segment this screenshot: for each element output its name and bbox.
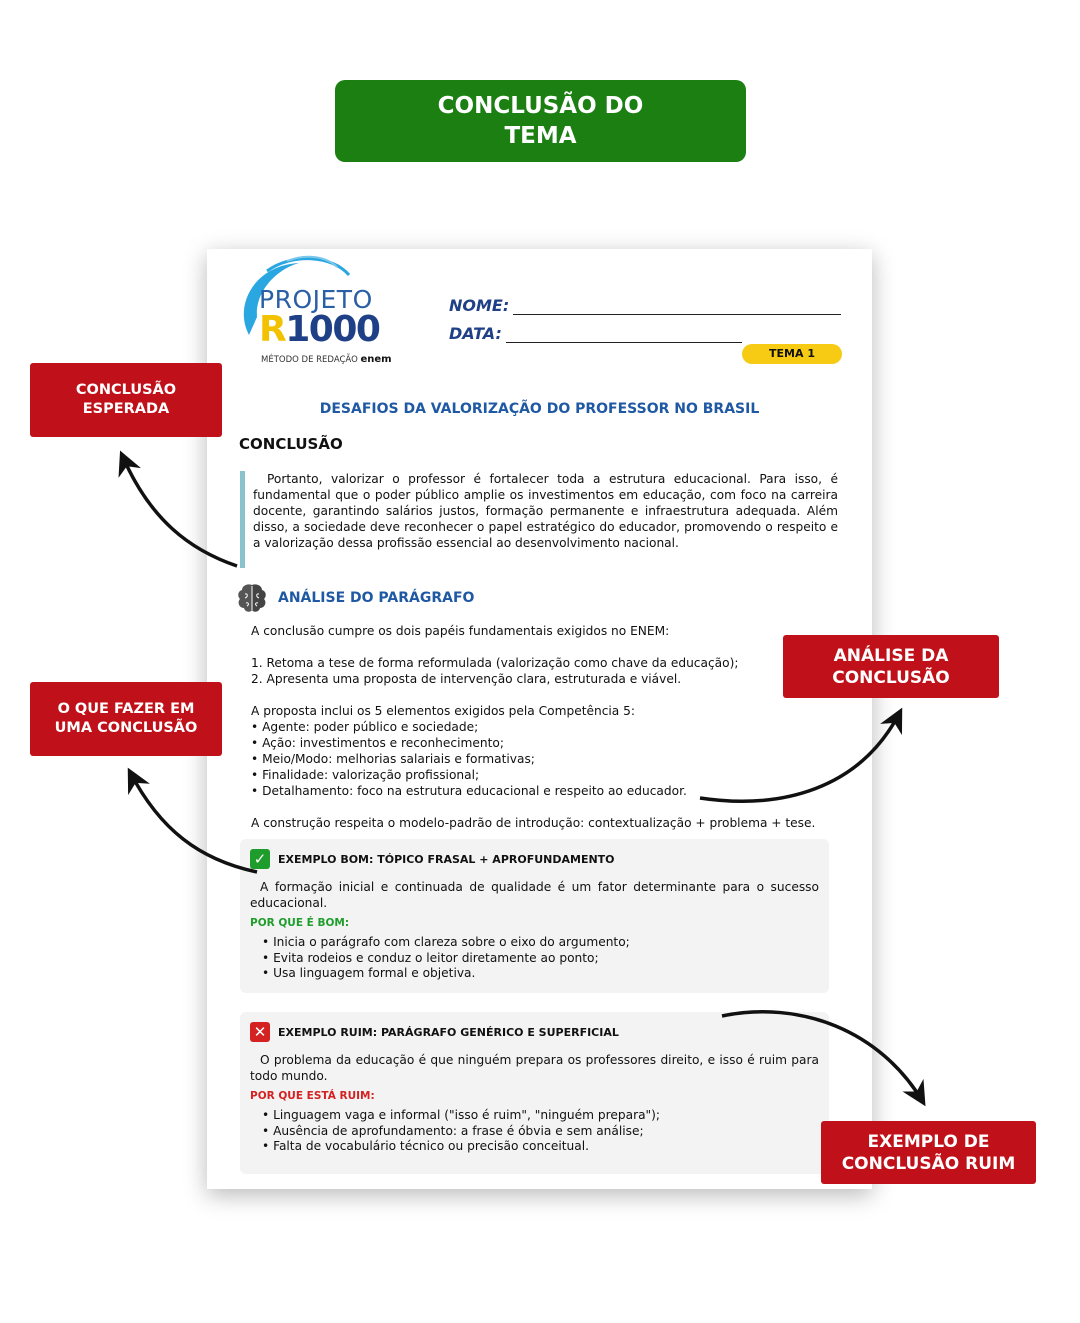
good-example-why: POR QUE É BOM:: [250, 917, 350, 929]
callout-line: ESPERADA: [82, 401, 170, 417]
callout-line: ANÁLISE DA: [833, 645, 949, 666]
list-item: • Usa linguagem formal e objetiva.: [262, 966, 476, 980]
logo-metodo-text: MÉTODO DE REDAÇÃO: [261, 355, 358, 365]
bad-example-title: EXEMPLO RUIM: PARÁGRAFO GENÉRICO E SUPERFICIAL: [278, 1025, 619, 1039]
elements-intro: A proposta inclui os 5 elementos exigidos pela Competência 5:: [251, 704, 635, 718]
cross-icon: ✕: [250, 1022, 270, 1042]
logo-enem-text: enem: [360, 354, 392, 365]
tema-badge: TEMA 1: [742, 344, 842, 364]
logo-projeto-text: PROJETO: [259, 285, 373, 314]
analysis-intro: A conclusão cumpre os dois papéis fundamentais exigidos no ENEM:: [251, 624, 670, 638]
list-item: • Ausência de aprofundamento: a frase é óbvia e sem análise;: [262, 1123, 644, 1138]
good-reasons-list: [250, 935, 819, 982]
good-example-box: [240, 839, 829, 993]
student-fields: [449, 287, 841, 343]
element-item: • Detalhamento: foco na estrutura educacional e respeito ao educador.: [251, 784, 687, 798]
callout-conclusao-esperada: [30, 363, 222, 437]
projeto-r1000-logo: [237, 255, 412, 365]
list-item: • Linguagem vaga e informal ("isso é ruim", "ninguém prepara");: [262, 1108, 661, 1122]
list-item: • Evita rodeios e conduz o leitor diretamente ao ponto;: [262, 950, 599, 965]
conclusion-text: Portanto, valorizar o professor é fortalecer toda a estrutura educacional. Para isso, é fundamental que o poder público amplie os investimentos em educação, com foco na carreira docente, garantindo salários justos, formação permanente e infraestrutura adequada. Além disso, a sociedade deve reconhecer o papel estratégico do educador, promovendo o respeito e a valorização dessa profissão essencial ao desenvolvimento nacional.: [253, 472, 838, 550]
callout-line: CONCLUSÃO RUIM: [841, 1153, 1016, 1174]
conclusion-paragraph: [240, 471, 838, 568]
data-label: DATA:: [449, 324, 502, 343]
worksheet-page: [207, 249, 872, 1189]
logo-r1000-text: [259, 309, 379, 350]
callout-analise: [783, 635, 999, 698]
data-line[interactable]: [506, 325, 742, 343]
nome-label: NOME:: [449, 296, 510, 315]
brain-icon: [235, 581, 269, 615]
callout-exemplo-ruim: [821, 1121, 1036, 1184]
good-example-title: EXEMPLO BOM: TÓPICO FRASAL + APROFUNDAMENTO: [278, 852, 615, 866]
bad-example-text: O problema da educação é que ninguém prepara os professores direito, e isso é ruim para todo mundo.: [250, 1053, 819, 1083]
element-item: • Agente: poder público e sociedade;: [251, 720, 479, 734]
callout-o-que-fazer: [30, 682, 222, 756]
callout-line: CONCLUSÃO: [75, 382, 177, 398]
bad-example-why: POR QUE ESTÁ RUIM:: [250, 1090, 375, 1102]
banner-line-1: CONCLUSÃO DO: [437, 93, 644, 119]
data-field[interactable]: [449, 315, 841, 343]
callout-line: O QUE FAZER EM: [57, 701, 195, 717]
good-example-header: [250, 849, 819, 869]
good-example-text: A formação inicial e continuada de qualidade é um fator determinante para o sucesso educacional.: [250, 880, 819, 910]
bad-example-box: [240, 1012, 829, 1174]
section-title: CONCLUSÃO: [239, 435, 343, 453]
bad-reasons-list: [250, 1108, 819, 1155]
logo-r-letter: R: [259, 309, 286, 350]
title-banner: [335, 80, 746, 162]
analysis-role: 1. Retoma a tese de forma reformulada (valorização como chave da educação);: [251, 656, 739, 670]
check-icon: ✓: [250, 849, 270, 869]
logo-tagline: [261, 354, 392, 365]
element-item: • Ação: investimentos e reconhecimento;: [251, 736, 504, 750]
analysis-header: [235, 581, 474, 615]
list-item: • Inicia o parágrafo com clareza sobre o eixo do argumento;: [262, 935, 630, 949]
callout-line: UMA CONCLUSÃO: [54, 720, 198, 736]
banner-line-2: TEMA: [504, 123, 577, 149]
logo-number: 1000: [285, 309, 380, 350]
callout-line: EXEMPLO DE: [867, 1131, 990, 1152]
callout-line: CONCLUSÃO: [832, 667, 950, 688]
document-title: DESAFIOS DA VALORIZAÇÃO DO PROFESSOR NO BRASIL: [319, 401, 760, 417]
analysis-body: [251, 623, 841, 831]
list-item: • Falta de vocabulário técnico ou precisão conceitual.: [262, 1139, 590, 1153]
analysis-title: ANÁLISE DO PARÁGRAFO: [278, 590, 475, 606]
analysis-closing: A construção respeita o modelo-padrão de introdução: contextualização + problema + tese.: [251, 816, 816, 830]
element-item: • Finalidade: valorização profissional;: [251, 768, 480, 782]
element-item: • Meio/Modo: melhorias salariais e formativas;: [251, 752, 535, 766]
nome-line[interactable]: [513, 297, 841, 315]
nome-field[interactable]: [449, 287, 841, 315]
bad-example-header: [250, 1022, 819, 1042]
analysis-role: 2. Apresenta uma proposta de intervenção clara, estruturada e viável.: [251, 672, 682, 686]
